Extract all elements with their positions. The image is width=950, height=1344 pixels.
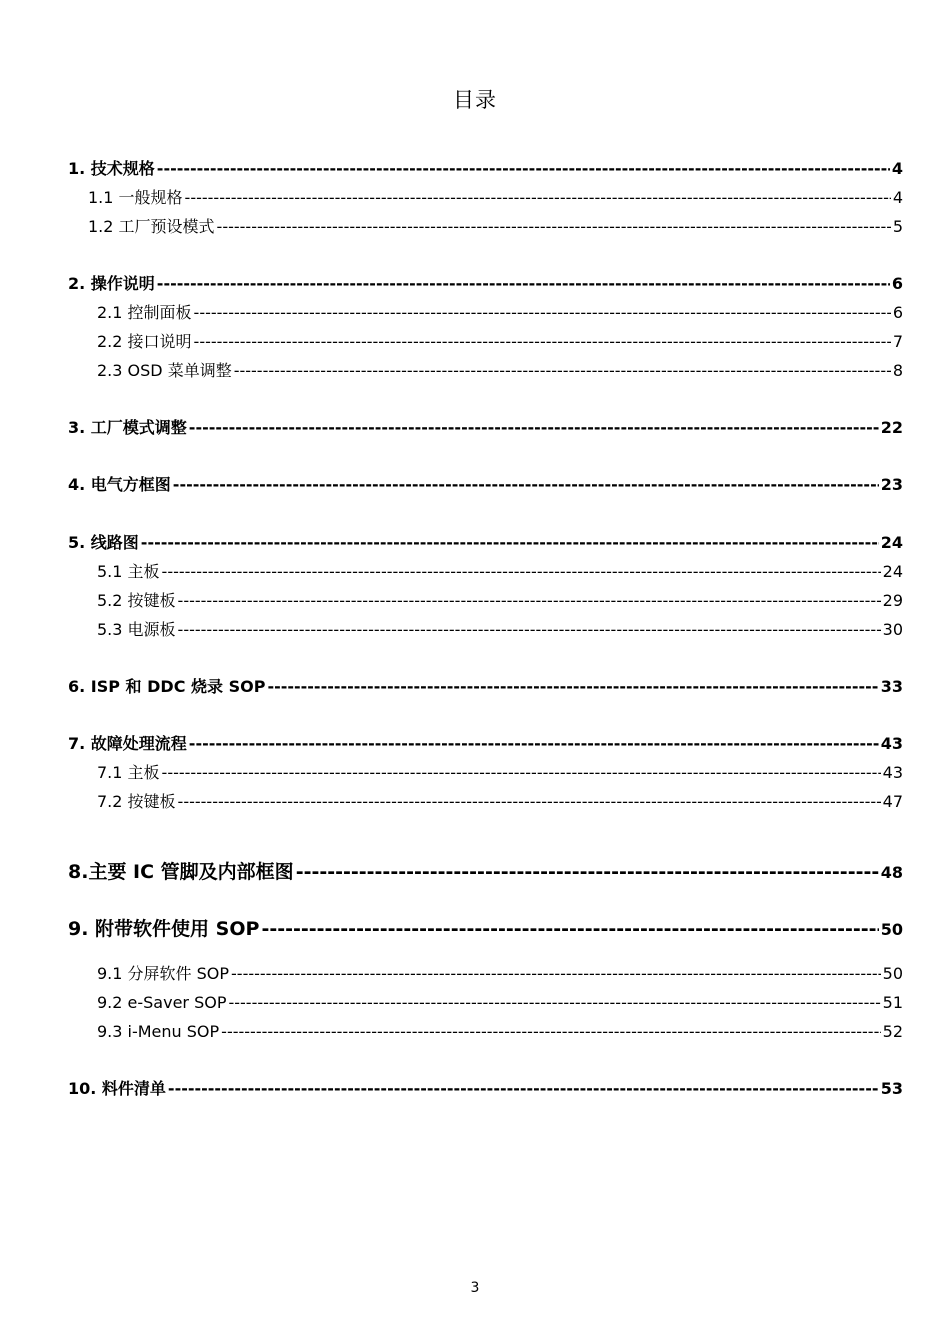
- toc-leader: [141, 532, 879, 554]
- toc-entry-label: 5.2 按键板: [97, 591, 176, 610]
- toc-entry[interactable]: [68, 273, 903, 295]
- toc-entry[interactable]: [68, 158, 903, 180]
- toc-leader: [228, 992, 880, 1014]
- toc-entry-label: 2. 操作说明: [68, 274, 155, 293]
- toc-entry[interactable]: [88, 187, 903, 209]
- toc-entry-page: 33: [880, 677, 903, 696]
- toc-entry[interactable]: [68, 676, 903, 698]
- toc-entry-label: 1.1 一般规格: [88, 188, 183, 207]
- page-title: 目录: [453, 88, 497, 112]
- toc-leader: [221, 1021, 880, 1043]
- toc-entry[interactable]: [68, 474, 903, 496]
- toc-leader: [296, 861, 879, 883]
- toc-entry-page: 50: [882, 964, 903, 983]
- toc-leader: [157, 273, 890, 295]
- toc-entry[interactable]: [88, 216, 903, 238]
- toc-entry[interactable]: [97, 791, 903, 813]
- toc-entry-label: 1. 技术规格: [68, 159, 155, 178]
- toc-entry[interactable]: [97, 963, 903, 985]
- toc-entry-page: 48: [880, 863, 903, 882]
- toc-entry-label: 4. 电气方框图: [68, 475, 171, 494]
- toc-entry-page: 30: [882, 620, 903, 639]
- toc-entry-page: 4: [892, 188, 903, 207]
- toc-entry-page: 53: [880, 1079, 903, 1098]
- toc-entry[interactable]: [97, 1021, 903, 1043]
- toc-entry-page: 23: [880, 475, 903, 494]
- toc-entry-label: 2.3 OSD 菜单调整: [97, 361, 232, 380]
- toc-leader: [173, 474, 879, 496]
- toc-entry[interactable]: [68, 861, 903, 884]
- toc-entry[interactable]: [68, 918, 903, 941]
- toc-entry-page: 52: [882, 1022, 903, 1041]
- toc-leader: [178, 590, 881, 612]
- toc-leader: [162, 762, 881, 784]
- toc-entry[interactable]: [97, 762, 903, 784]
- toc-entry[interactable]: [97, 590, 903, 612]
- toc-entry-label: 2.1 控制面板: [97, 303, 192, 322]
- toc-entry[interactable]: [97, 302, 903, 324]
- toc-entry-page: 29: [882, 591, 903, 610]
- toc-entry-label: 9.1 分屏软件 SOP: [97, 964, 230, 983]
- toc-entry-page: 51: [882, 993, 903, 1012]
- toc-leader: [194, 331, 891, 353]
- toc-entry[interactable]: [97, 992, 903, 1014]
- page-number: 3: [470, 1280, 480, 1296]
- toc-entry-label: 10. 料件清单: [68, 1079, 166, 1098]
- toc-entry-page: 50: [880, 920, 903, 939]
- toc-entry-label: 1.2 工厂预设模式: [88, 217, 215, 236]
- toc-entry-page: 4: [891, 159, 903, 178]
- toc-entry[interactable]: [68, 1078, 903, 1100]
- toc-entry[interactable]: [97, 360, 903, 382]
- toc-leader: [231, 963, 881, 985]
- toc-leader: [261, 918, 878, 940]
- toc-entry-label: 3. 工厂模式调整: [68, 418, 187, 437]
- toc-entry-label: 7.2 按键板: [97, 792, 176, 811]
- toc-entry[interactable]: [97, 619, 903, 641]
- toc-entry-page: 6: [892, 303, 903, 322]
- toc-leader: [189, 733, 879, 755]
- toc-entry-label: 7. 故障处理流程: [68, 734, 187, 753]
- toc-entry[interactable]: [68, 532, 903, 554]
- toc-entry-label: 9.2 e-Saver SOP: [97, 993, 227, 1012]
- toc-leader: [267, 676, 878, 698]
- toc-entry[interactable]: [97, 561, 903, 583]
- toc-leader: [168, 1078, 879, 1100]
- toc-entry-label: 9.3 i-Menu SOP: [97, 1022, 220, 1041]
- toc-entry-page: 22: [880, 418, 903, 437]
- toc-leader: [178, 619, 881, 641]
- toc-entry-page: 6: [891, 274, 903, 293]
- toc-leader: [178, 791, 881, 813]
- toc-entry-label: 2.2 接口说明: [97, 332, 192, 351]
- toc-entry-page: 24: [882, 562, 903, 581]
- toc-leader: [217, 216, 891, 238]
- toc-entry-label: 8.主要 IC 管脚及内部框图: [68, 861, 294, 883]
- toc-leader: [162, 561, 881, 583]
- toc-entry-page: 7: [892, 332, 903, 351]
- toc-entry-label: 7.1 主板: [97, 763, 160, 782]
- toc-entry-label: 9. 附带软件使用 SOP: [68, 918, 260, 940]
- toc-entry-page: 8: [892, 361, 903, 380]
- toc-leader: [234, 360, 891, 382]
- toc-entry[interactable]: [68, 733, 903, 755]
- toc-entry-page: 24: [880, 533, 903, 552]
- toc-entry-label: 5.1 主板: [97, 562, 160, 581]
- toc-entry-label: 5.3 电源板: [97, 620, 176, 639]
- toc-entry-page: 43: [882, 763, 903, 782]
- toc-leader: [157, 158, 890, 180]
- toc-leader: [194, 302, 891, 324]
- toc-entry-page: 47: [882, 792, 903, 811]
- toc-entry[interactable]: [68, 417, 903, 439]
- toc-entry-page: 5: [892, 217, 903, 236]
- toc-entry[interactable]: [97, 331, 903, 353]
- toc-leader: [185, 187, 891, 209]
- toc-entry-label: 5. 线路图: [68, 533, 139, 552]
- toc-leader: [189, 417, 879, 439]
- toc-entry-label: 6. ISP 和 DDC 烧录 SOP: [68, 677, 266, 696]
- toc-entry-page: 43: [880, 734, 903, 753]
